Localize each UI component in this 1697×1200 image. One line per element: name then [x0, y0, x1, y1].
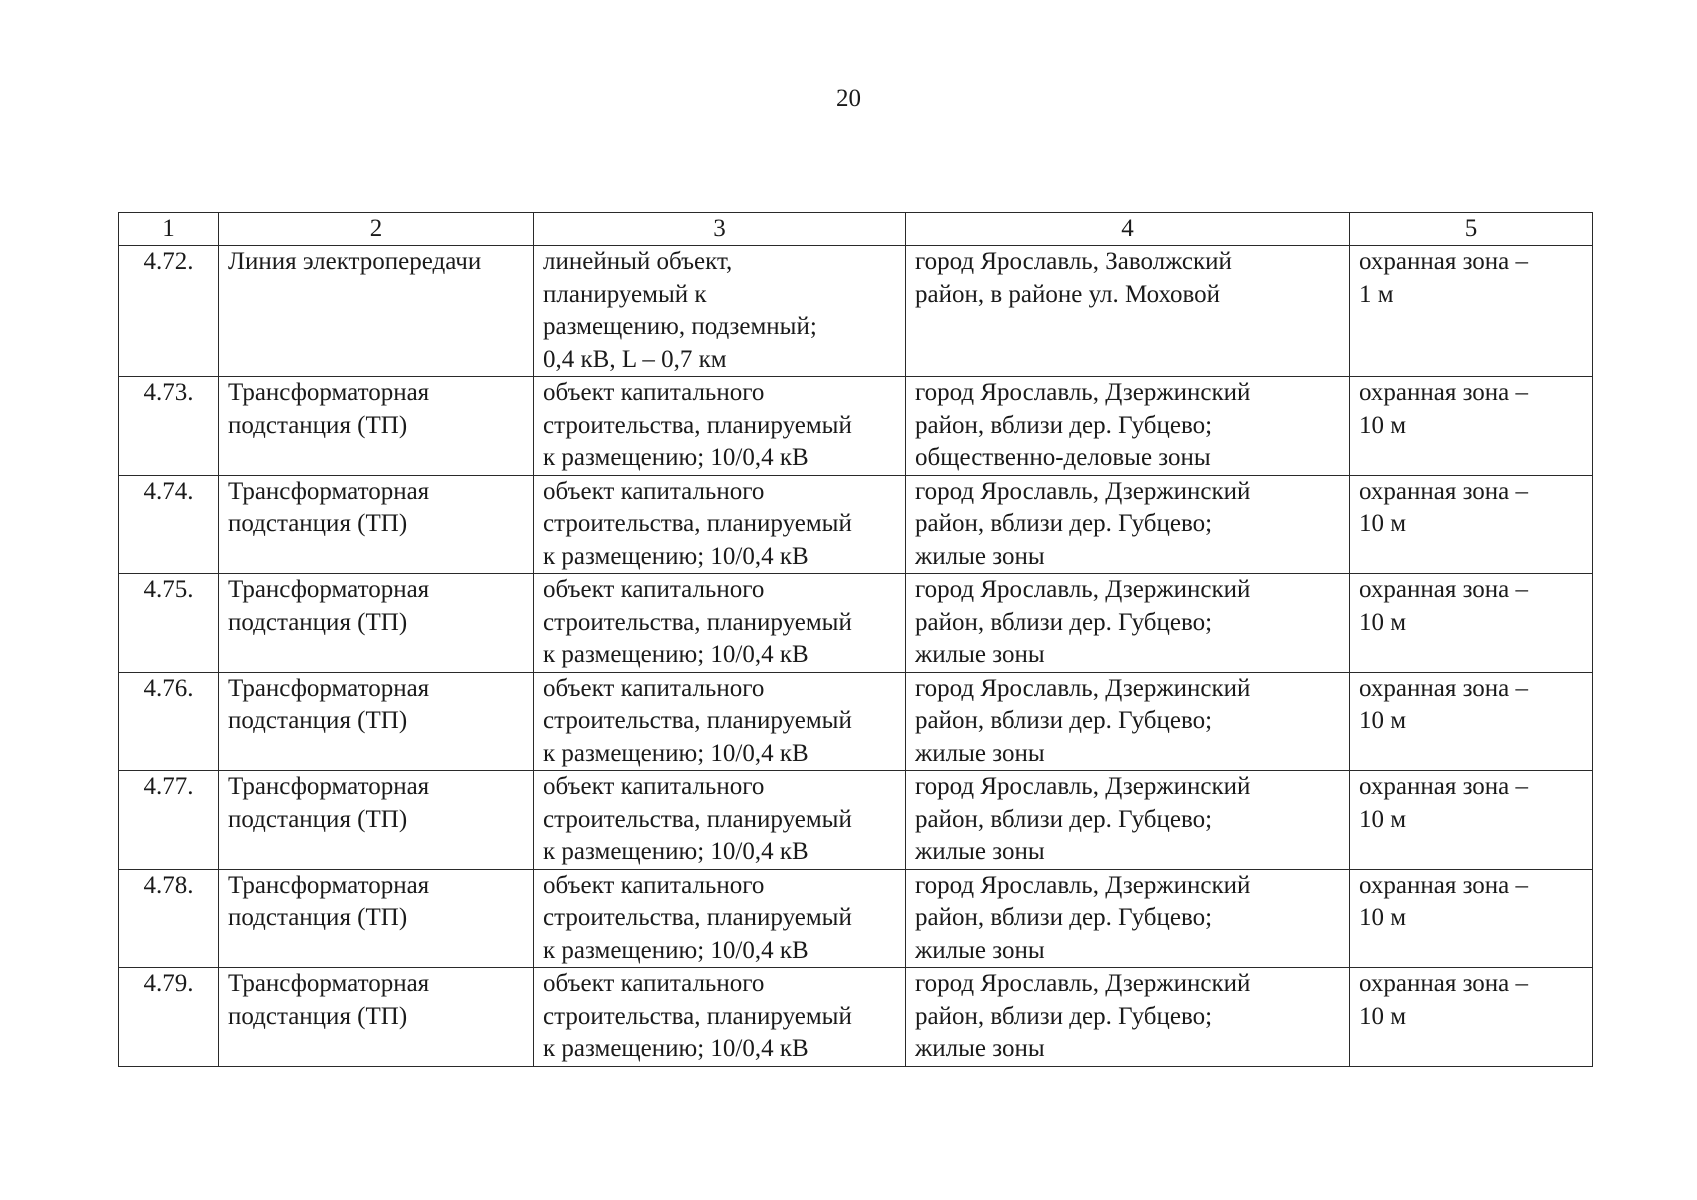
- object-characteristics: объект капитального строительства, планируемый к размещению; 10/0,4 кВ: [543, 674, 852, 767]
- object-name-cell: [219, 869, 534, 968]
- object-characteristics: объект капитального строительства, планируемый к размещению; 10/0,4 кВ: [543, 379, 852, 471]
- object-name-cell: [219, 771, 534, 870]
- table-row: [119, 574, 1593, 673]
- zone-cell: [1350, 968, 1593, 1067]
- object-location: город Ярославль, Дзержинский район, вблизи дер. Губцево; жилые зоны: [915, 477, 1251, 570]
- row-number-cell: [119, 968, 219, 1067]
- row-number-cell: [119, 246, 219, 377]
- characteristics-cell: [534, 672, 906, 771]
- location-cell: [906, 574, 1350, 673]
- column-header: 1: [119, 213, 219, 246]
- characteristics-cell: [534, 574, 906, 673]
- object-location: город Ярославль, Дзержинский район, вблизи дер. Губцево; жилые зоны: [915, 576, 1251, 668]
- column-header: 5: [1350, 213, 1593, 246]
- protection-zone: охранная зона – 10 м: [1359, 773, 1529, 833]
- object-location: город Ярославль, Дзержинский район, вблизи дер. Губцево; жилые зоны: [915, 871, 1251, 964]
- row-number: 4.74.: [143, 477, 194, 505]
- row-number: 4.73.: [143, 379, 194, 406]
- column-header: 3: [534, 213, 906, 246]
- object-name-cell: [219, 246, 534, 377]
- row-number-cell: [119, 869, 219, 968]
- row-number: 4.79.: [143, 970, 194, 997]
- object-name-cell: [219, 672, 534, 771]
- object-characteristics: объект капитального строительства, планируемый к размещению; 10/0,4 кВ: [543, 871, 852, 964]
- row-number-cell: [119, 475, 219, 574]
- row-number: 4.76.: [143, 674, 194, 702]
- object-characteristics: объект капитального строительства, планируемый к размещению; 10/0,4 кВ: [543, 970, 852, 1062]
- object-name: Трансформаторная подстанция (ТП): [228, 379, 430, 439]
- location-cell: [906, 246, 1350, 377]
- object-location: город Ярославль, Дзержинский район, вблизи дер. Губцево; жилые зоны: [915, 773, 1251, 865]
- row-number-cell: [119, 574, 219, 673]
- location-cell: [906, 377, 1350, 476]
- object-characteristics: объект капитального строительства, планируемый к размещению; 10/0,4 кВ: [543, 576, 852, 668]
- protection-zone: охранная зона – 10 м: [1359, 970, 1529, 1030]
- object-name: Трансформаторная подстанция (ТП): [228, 477, 430, 537]
- zone-cell: [1350, 475, 1593, 574]
- object-name: Трансформаторная подстанция (ТП): [228, 576, 430, 636]
- location-cell: [906, 968, 1350, 1067]
- characteristics-cell: [534, 771, 906, 870]
- protection-zone: охранная зона – 1 м: [1359, 248, 1529, 308]
- column-header: 4: [906, 213, 1350, 246]
- object-name: Линия электропередачи: [228, 248, 482, 275]
- row-number: 4.75.: [143, 576, 194, 603]
- table-body: [119, 246, 1593, 1067]
- row-number-cell: [119, 771, 219, 870]
- zone-cell: [1350, 574, 1593, 673]
- table-row: [119, 771, 1593, 870]
- object-name: Трансформаторная подстанция (ТП): [228, 773, 430, 833]
- object-location: город Ярославль, Дзержинский район, вблизи дер. Губцево; жилые зоны: [915, 970, 1251, 1062]
- object-location: город Ярославль, Дзержинский район, вблизи дер. Губцево; жилые зоны: [915, 674, 1251, 767]
- object-name: Трансформаторная подстанция (ТП): [228, 871, 430, 931]
- row-number-cell: [119, 672, 219, 771]
- zone-cell: [1350, 377, 1593, 476]
- characteristics-cell: [534, 475, 906, 574]
- zone-cell: [1350, 869, 1593, 968]
- table-row: [119, 475, 1593, 574]
- table-row: [119, 246, 1593, 377]
- object-name-cell: [219, 475, 534, 574]
- object-characteristics: объект капитального строительства, планируемый к размещению; 10/0,4 кВ: [543, 477, 852, 570]
- objects-table: [118, 212, 1593, 1067]
- characteristics-cell: [534, 377, 906, 476]
- table-row: [119, 672, 1593, 771]
- location-cell: [906, 869, 1350, 968]
- location-cell: [906, 475, 1350, 574]
- location-cell: [906, 771, 1350, 870]
- object-location: город Ярославль, Заволжский район, в районе ул. Моховой: [915, 248, 1232, 308]
- protection-zone: охранная зона – 10 м: [1359, 576, 1529, 636]
- column-header: 2: [219, 213, 534, 246]
- row-number-cell: [119, 377, 219, 476]
- zone-cell: [1350, 246, 1593, 377]
- object-characteristics: линейный объект, планируемый к размещению, подземный; 0,4 кВ, L – 0,7 км: [543, 248, 817, 373]
- header-row: [119, 213, 1593, 246]
- object-name: Трансформаторная подстанция (ТП): [228, 970, 430, 1030]
- table-row: [119, 968, 1593, 1067]
- object-location: город Ярославль, Дзержинский район, вблизи дер. Губцево; общественно-деловые зоны: [915, 379, 1251, 471]
- row-number: 4.77.: [143, 773, 194, 800]
- object-characteristics: объект капитального строительства, планируемый к размещению; 10/0,4 кВ: [543, 773, 852, 865]
- object-name-cell: [219, 377, 534, 476]
- object-name: Трансформаторная подстанция (ТП): [228, 674, 430, 734]
- location-cell: [906, 672, 1350, 771]
- row-number: 4.78.: [143, 871, 194, 899]
- protection-zone: охранная зона – 10 м: [1359, 674, 1529, 734]
- protection-zone: охранная зона – 10 м: [1359, 871, 1529, 931]
- table-header: [119, 213, 1593, 246]
- page-number: 20: [836, 85, 861, 112]
- characteristics-cell: [534, 869, 906, 968]
- table-row: [119, 869, 1593, 968]
- protection-zone: охранная зона – 10 м: [1359, 477, 1529, 537]
- protection-zone: охранная зона – 10 м: [1359, 379, 1529, 439]
- zone-cell: [1350, 771, 1593, 870]
- object-name-cell: [219, 574, 534, 673]
- characteristics-cell: [534, 968, 906, 1067]
- row-number: 4.72.: [143, 248, 194, 275]
- object-name-cell: [219, 968, 534, 1067]
- table-row: [119, 377, 1593, 476]
- zone-cell: [1350, 672, 1593, 771]
- characteristics-cell: [534, 246, 906, 377]
